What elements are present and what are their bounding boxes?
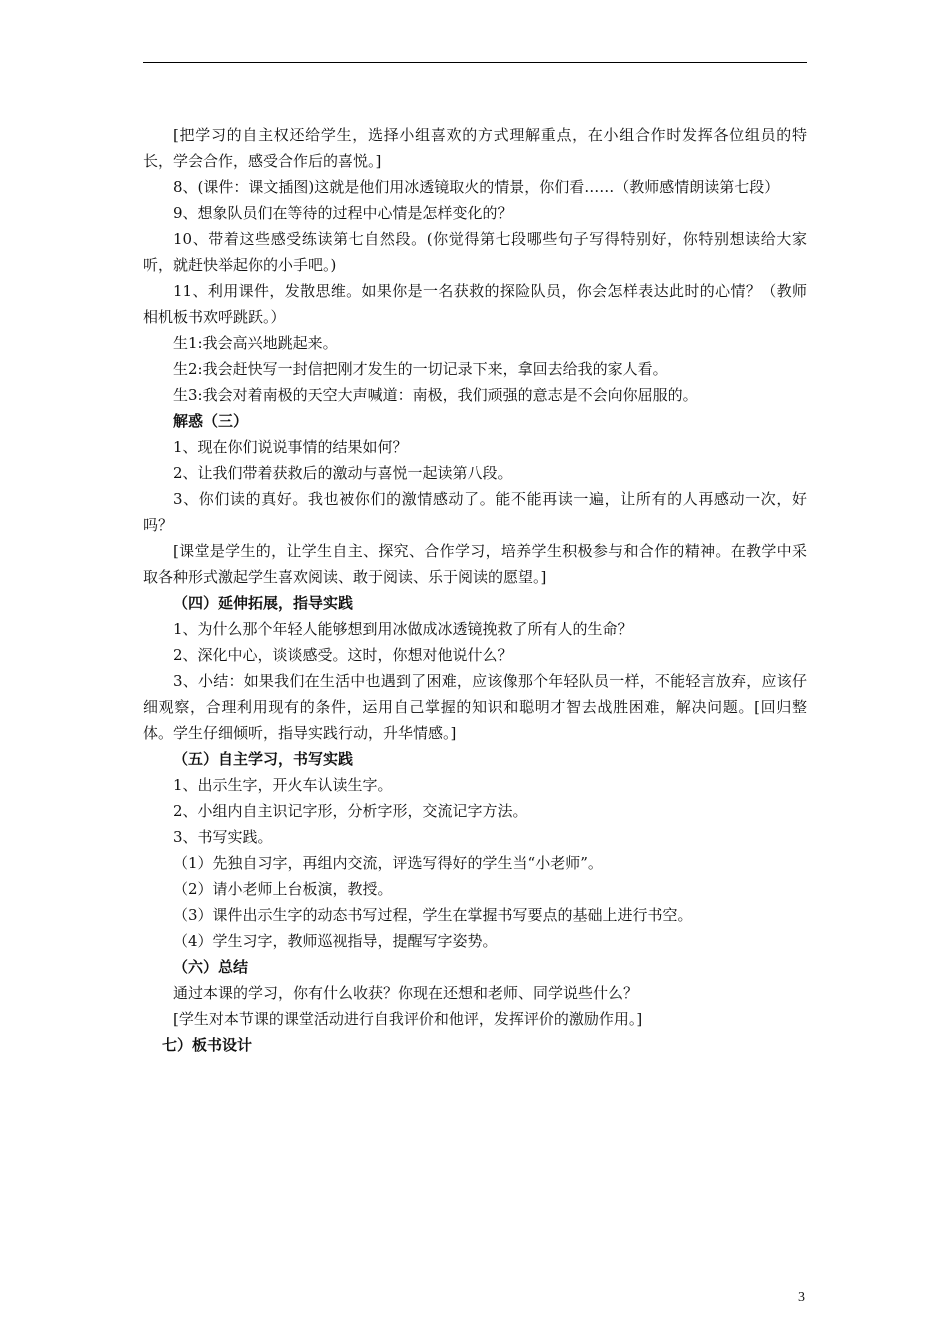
paragraph: 3、书写实践。 xyxy=(173,828,273,846)
paragraph: 9、想象队员们在等待的过程中心情是怎样变化的？ xyxy=(173,204,513,222)
paragraph: （1）先独自习字，再组内交流，评选写得好的学生当“小老师”。 xyxy=(173,854,603,872)
paragraph: 生2:我会赶快写一封信把刚才发生的一切记录下来，拿回去给我的家人看。 xyxy=(173,360,668,378)
section-heading: （五）自主学习，书写实践 xyxy=(173,750,354,768)
section-heading: 解惑（三） xyxy=(173,412,249,430)
paragraph: 10、带着这些感受练读第七自然段。(你觉得第七段哪些句子写得特别好，你特别想读给大家听，就赶快举起你的小手吧。) xyxy=(143,230,807,274)
paragraph: 2、让我们带着获救后的激动与喜悦一起读第八段。 xyxy=(173,464,513,482)
paragraph: 1、现在你们说说事情的结果如何？ xyxy=(173,438,408,456)
paragraph: 生1:我会高兴地跳起来。 xyxy=(173,334,338,352)
paragraph: [学生对本节课的课堂活动进行自我评价和他评，发挥评价的激励作用。] xyxy=(173,1010,643,1028)
section-heading: 七）板书设计 xyxy=(162,1036,253,1054)
paragraph: 2、小组内自主识记字形，分析字形，交流记字方法。 xyxy=(173,802,528,820)
page-number: 3 xyxy=(798,1290,805,1305)
paragraph: [课堂是学生的，让学生自主、探究、合作学习，培养学生积极参与和合作的精神。在教学中采取各种形式激起学生喜欢阅读、敢于阅读、乐于阅读的愿望。] xyxy=(143,542,807,586)
paragraph: [把学习的自主权还给学生，选择小组喜欢的方式理解重点，在小组合作时发挥各位组员的特长，学会合作，感受合作后的喜悦。] xyxy=(143,126,807,170)
paragraph: 2、深化中心，谈谈感受。这时，你想对他说什么？ xyxy=(173,646,513,664)
paragraph: 生3:我会对着南极的天空大声喊道：南极，我们顽强的意志是不会向你屈服的。 xyxy=(173,386,698,404)
header-rule xyxy=(143,62,807,63)
document-body xyxy=(143,122,807,1058)
paragraph: 8、(课件：课文插图)这就是他们用冰透镜取火的情景，你们看……（教师感情朗读第七段） xyxy=(173,178,780,196)
paragraph: （4）学生习字，教师巡视指导，提醒写字姿势。 xyxy=(173,932,498,950)
paragraph: 通过本课的学习，你有什么收获？你现在还想和老师、同学说些什么？ xyxy=(173,984,639,1002)
paragraph: （3）课件出示生字的动态书写过程，学生在掌握书写要点的基础上进行书空。 xyxy=(173,906,693,924)
paragraph: 1、出示生字，开火车认读生字。 xyxy=(173,776,393,794)
section-heading: （四）延伸拓展，指导实践 xyxy=(173,594,354,612)
paragraph: 3、小结：如果我们在生活中也遇到了困难，应该像那个年轻队员一样，不能轻言放弃，应该仔细观察，合理利用现有的条件，运用自己掌握的知识和聪明才智去战胜困难，解决问题。[回归整体。学生仔细倾听，指导实践行动，升华情感。] xyxy=(143,672,807,742)
paragraph: 1、为什么那个年轻人能够想到用冰做成冰透镜挽救了所有人的生命？ xyxy=(173,620,633,638)
paragraph: 11、利用课件，发散思维。如果你是一名获救的探险队员，你会怎样表达此时的心情？（教师相机板书欢呼跳跃。） xyxy=(143,282,807,326)
section-heading: （六）总结 xyxy=(173,958,249,976)
paragraph: （2）请小老师上台板演，教授。 xyxy=(173,880,393,898)
paragraph: 3、你们读的真好。我也被你们的激情感动了。能不能再读一遍，让所有的人再感动一次，好吗？ xyxy=(143,490,807,534)
